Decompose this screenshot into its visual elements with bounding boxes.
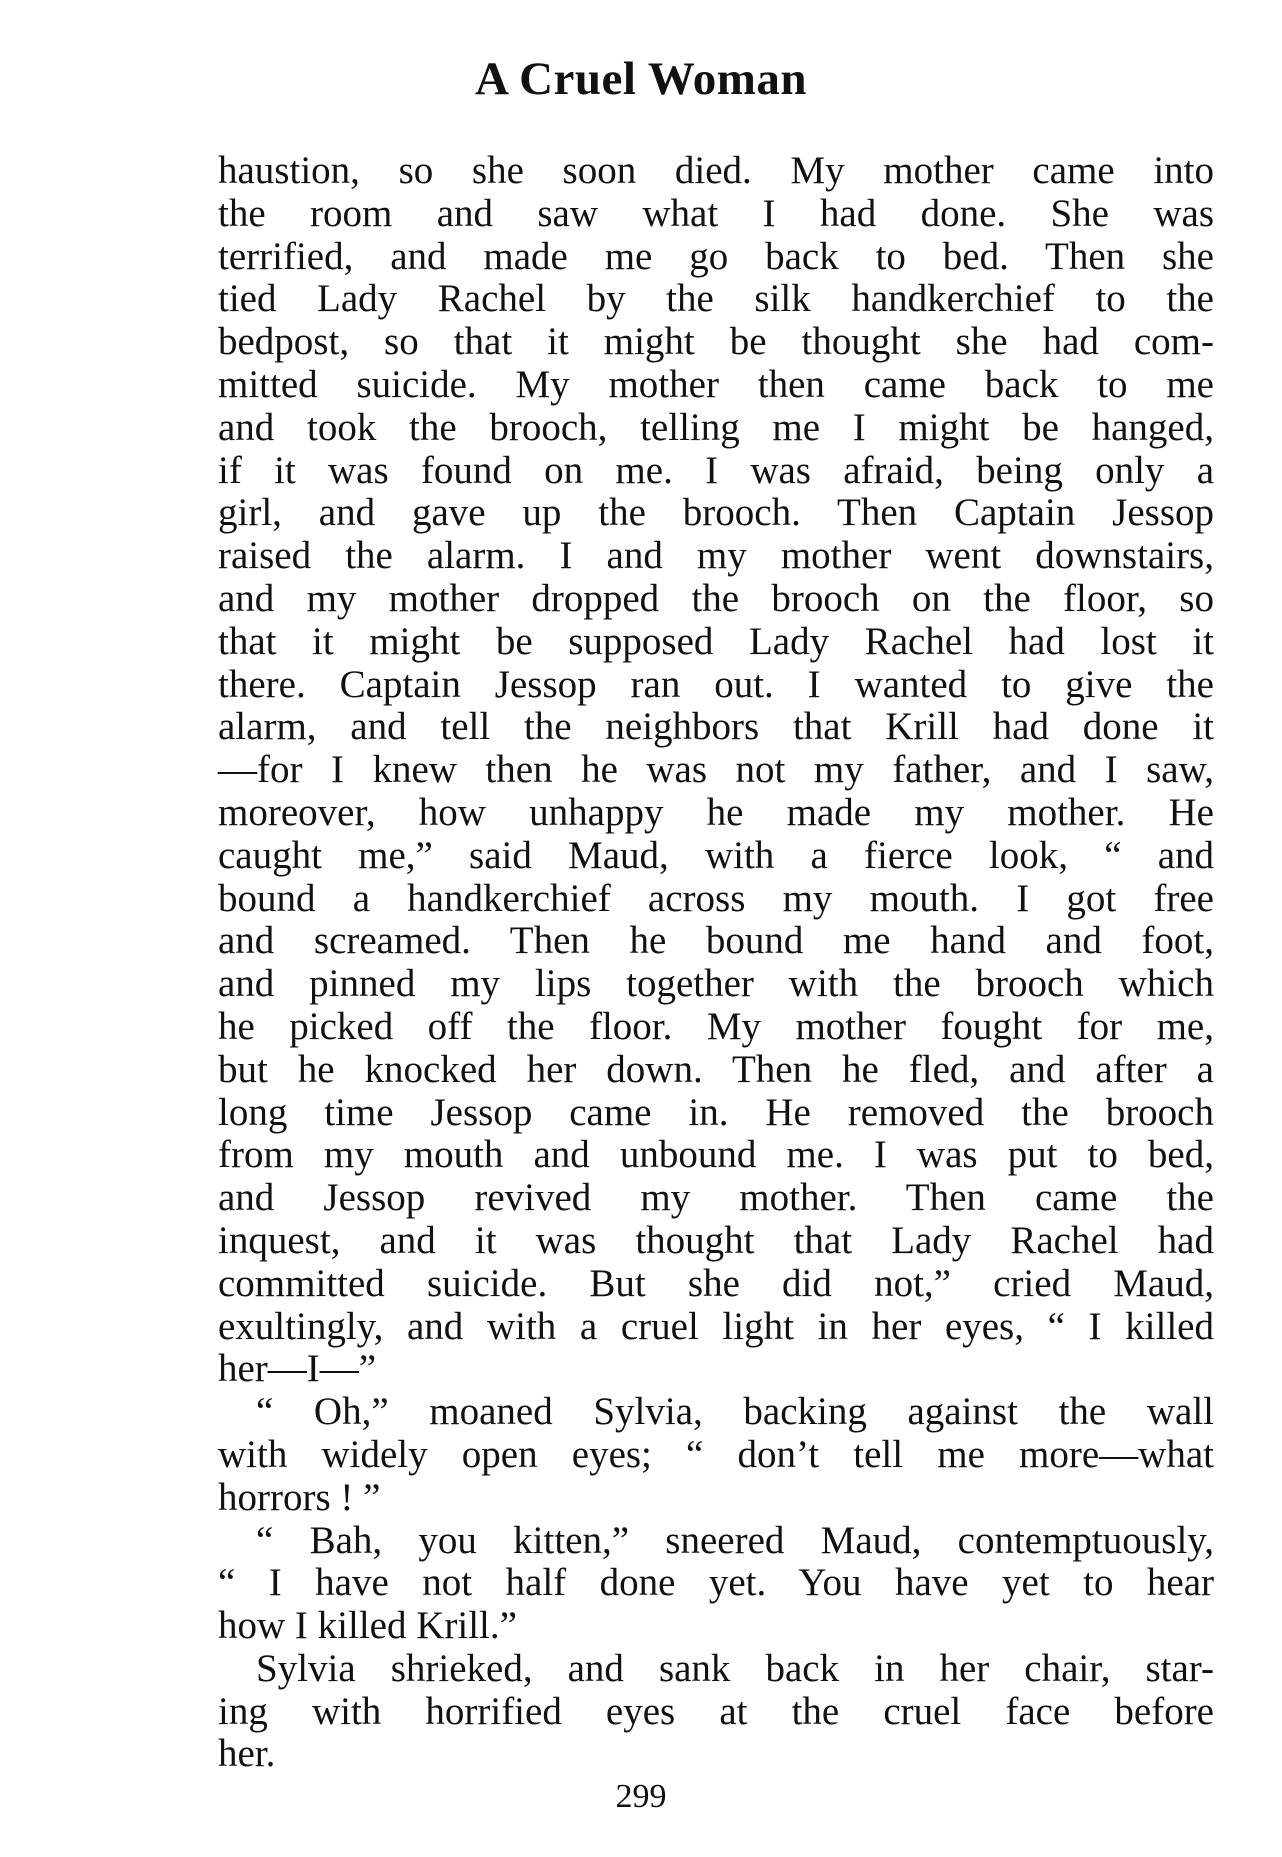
text-line: the room and saw what I had done. She was [218, 191, 1214, 235]
body-text [218, 150, 1214, 1776]
text-line: how I killed Krill.” [218, 1604, 517, 1648]
text-line: ing with horrified eyes at the cruel face before [218, 1689, 1214, 1733]
text-line: inquest, and it was thought that Lady Rachel had [218, 1218, 1214, 1262]
text-line: and screamed. Then he bound me hand and foot, [218, 919, 1214, 963]
text-line: girl, and gave up the brooch. Then Captain Jessop [218, 491, 1214, 535]
text-line: her. [218, 1732, 276, 1776]
text-line: with widely open eyes; “ don’t tell me more—what [218, 1432, 1214, 1476]
text-line: bedpost, so that it might be thought she had com- [218, 320, 1214, 364]
text-line: and my mother dropped the brooch on the floor, so [218, 576, 1214, 620]
text-line: Sylvia shrieked, and sank back in her chair, star- [256, 1646, 1214, 1690]
text-line: and Jessop revived my mother. Then came the [218, 1176, 1214, 1220]
page-number: 299 [615, 1778, 667, 1815]
text-line: —for I knew then he was not my father, and I saw, [218, 748, 1214, 792]
text-line: but he knocked her down. Then he fled, and after a [218, 1047, 1214, 1091]
text-line: he picked off the floor. My mother fought for me, [218, 1004, 1214, 1048]
text-line: exultingly, and with a cruel light in her eyes, “ I killed [218, 1304, 1214, 1348]
text-line: from my mouth and unbound me. I was put to bed, [218, 1133, 1214, 1177]
text-line: horrors ! ” [218, 1475, 381, 1519]
text-line: committed suicide. But she did not,” cried Maud, [218, 1261, 1214, 1305]
text-line: “ Oh,” moaned Sylvia, backing against the wall [256, 1390, 1214, 1434]
text-line: and took the brooch, telling me I might be hanged, [218, 405, 1214, 449]
text-line: that it might be supposed Lady Rachel had lost it [218, 619, 1214, 663]
text-line: mitted suicide. My mother then came back to me [218, 362, 1214, 406]
text-line: long time Jessop came in. He removed the brooch [218, 1090, 1214, 1134]
text-line: raised the alarm. I and my mother went downstairs, [218, 534, 1214, 578]
text-line: if it was found on me. I was afraid, being only a [218, 448, 1214, 492]
text-line: “ Bah, you kitten,” sneered Maud, contemptuously, [256, 1518, 1214, 1562]
text-line: “ I have not half done yet. You have yet to hear [218, 1561, 1214, 1605]
text-line: haustion, so she soon died. My mother came into [218, 149, 1214, 192]
text-line: and pinned my lips together with the brooch which [218, 962, 1214, 1006]
text-line: alarm, and tell the neighbors that Krill had done it [218, 705, 1214, 749]
text-line: bound a handkerchief across my mouth. I got free [218, 876, 1214, 920]
text-line: caught me,” said Maud, with a fierce look, “ and [218, 833, 1214, 877]
text-line: terrified, and made me go back to bed. Then she [218, 234, 1214, 278]
text-line: moreover, how unhappy he made my mother. He [218, 790, 1214, 834]
text-line: tied Lady Rachel by the silk handkerchief to the [218, 277, 1214, 321]
text-line: her—I—” [218, 1347, 377, 1391]
running-head-title: A Cruel Woman [474, 53, 808, 105]
text-line: there. Captain Jessop ran out. I wanted to give the [218, 662, 1214, 706]
